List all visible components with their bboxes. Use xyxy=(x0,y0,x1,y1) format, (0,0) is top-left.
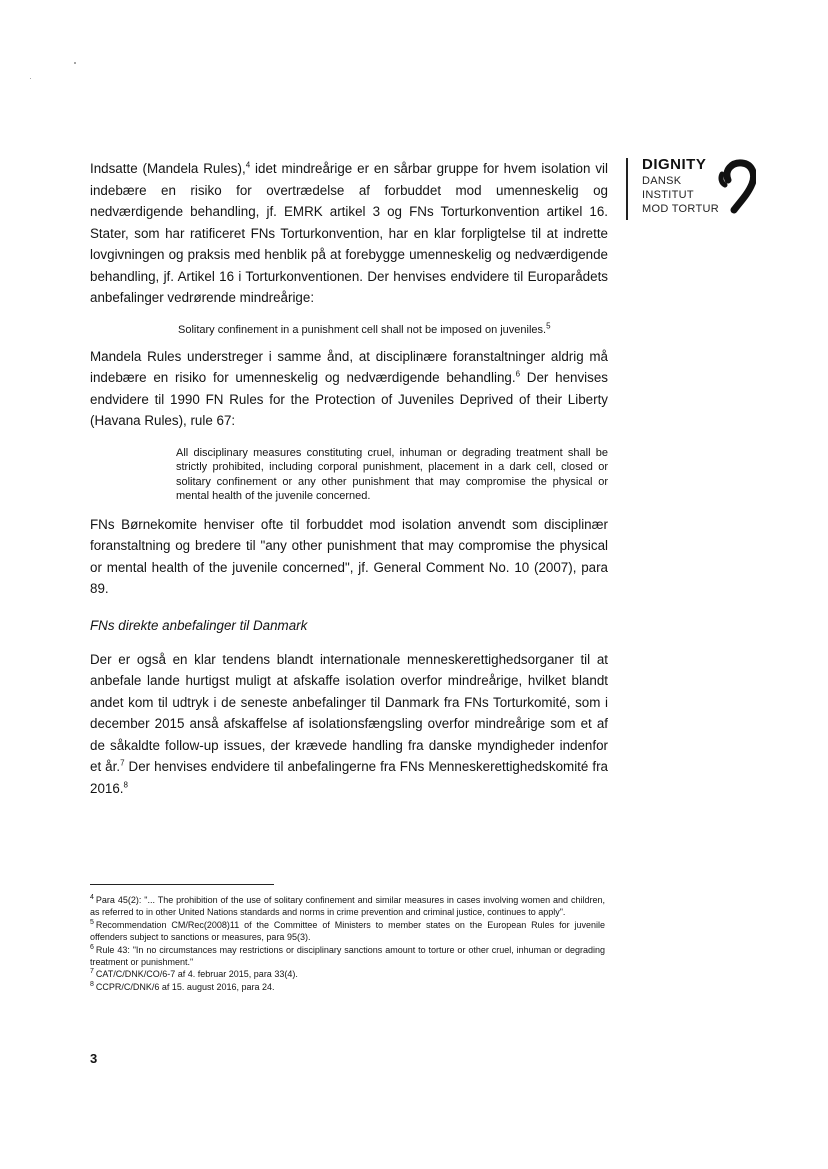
paragraph-1-text: Indsatte (Mandela Rules), xyxy=(90,161,246,176)
footnote-separator xyxy=(90,884,274,885)
paragraph-4-rest: Der henvises endvidere til anbefalingerne fra FNs Menneskerettighedskomité fra 2016. xyxy=(90,759,608,796)
logo-line-3: MOD TORTUR xyxy=(642,203,719,215)
footnote-text: Rule 43: "In no circumstances may restrictions or disciplinary sanctions amount to torture or other cruel, inhuman or degrading treatment or punishment." xyxy=(90,944,605,968)
paragraph-2-rest: Der henvises endvidere til 1990 FN Rules for the Protection of Juveniles Deprived of their Liberty (Havana Rules), rule 67: xyxy=(90,370,608,428)
footnote-number: 7 xyxy=(90,968,94,976)
paragraph-4-text: Der er også en klar tendens blandt internationale menneskerettighedsorganer til at anbefale lande hurtigst muligt at afskaffe isolation overfor mindreårige, hvilket blandt andet kom til udtryk i de seneste anbefalinger til Danmark fra FNs Torturkomité, som i december 2015 anså afskaffelse af isolationsfængsling overfor mindreårige som et af de såkaldte follow-up issues, der krævede handling fra danske myndigheder indenfor et år. xyxy=(90,651,608,774)
footnote-text: CAT/C/DNK/CO/6-7 af 4. februar 2015, para 33(4). xyxy=(95,969,298,980)
paragraph-4 xyxy=(90,649,608,800)
footnote-ref-7[interactable]: 7 xyxy=(120,758,125,768)
paragraph-3: FNs Børnekomite henviser ofte til forbuddet mod isolation anvendt som disciplinær foranstaltning og bredere til "any other punishment that may compromise the physical or mental health of the juvenile concerned", jf. General Comment No. 10 (2007), para 89. xyxy=(90,516,608,596)
paragraph-1-rest: idet mindreårige er en sårbar gruppe for hvem isolation vil indebære en risiko for overtrædelse af forbuddet mod umenneskelig og nedværdigende behandling, jf. EMRK artikel 3 og FNs Torturkonvention artikel 16. Stater, som har ratificeret FNs Torturkonvention, har en klar forpligtelse til at indrette lovgivningen og praksis med henblik på at forebygge umenneskelig og nedværdigende behandling, jf. Artikel 16 i Torturkonventionen. Der henvises endvidere til Europarådets anbefalinger vedrørende mindreårige: xyxy=(90,161,608,305)
dignity-logo xyxy=(626,156,746,220)
footnote-5 xyxy=(90,919,605,944)
quote-2: All disciplinary measures constituting cruel, inhuman or degrading treatment shall be strictly prohibited, including corporal punishment, placement in a dark cell, closed or solitary confinement or any other punishment that may compromise the physical or mental health of the juvenile concerned. xyxy=(176,446,608,502)
logo-line-1: DANSK xyxy=(642,175,682,187)
paragraph-1 xyxy=(90,158,608,309)
quote-1 xyxy=(178,320,608,338)
paragraph-2 xyxy=(90,346,608,432)
footnote-ref-8[interactable]: 8 xyxy=(123,780,128,790)
scan-speck xyxy=(30,78,31,79)
footnote-text: Recommendation CM/Rec(2008)11 of the Committee of Ministers to member states on the European Rules for juvenile offenders subject to sanctions or measures, para 95(3). xyxy=(90,919,605,943)
footnote-number: 6 xyxy=(90,943,94,951)
dignity-logo-mark-icon xyxy=(716,158,756,214)
scan-speck xyxy=(74,62,76,64)
footnote-ref-6[interactable]: 6 xyxy=(515,369,521,379)
quote-1-text: Solitary confinement in a punishment cell shall not be imposed on juveniles. xyxy=(178,323,547,336)
paragraph-2-text: Mandela Rules understreger i samme ånd, at disciplinære foranstaltninger aldrig må indebære en risiko for umenneskelig og nedværdigende behandling. xyxy=(90,348,608,385)
main-content xyxy=(90,158,608,799)
footnote-ref-4[interactable]: 4 xyxy=(245,160,251,170)
footnote-text: CCPR/C/DNK/6 af 15. august 2016, para 24. xyxy=(95,981,275,992)
footnote-4 xyxy=(90,894,605,919)
logo-brand: DIGNITY xyxy=(642,156,707,173)
footnotes xyxy=(90,894,605,993)
footnote-number: 8 xyxy=(90,980,94,988)
footnote-number: 4 xyxy=(90,894,94,901)
section-heading: FNs direkte anbefalinger til Danmark xyxy=(90,617,308,633)
footnote-6 xyxy=(90,944,605,969)
footnote-ref-5[interactable]: 5 xyxy=(546,320,551,330)
footnote-7 xyxy=(90,968,605,980)
logo-line-2: INSTITUT xyxy=(642,189,694,201)
footnote-8 xyxy=(90,981,605,993)
logo-divider xyxy=(626,158,628,220)
page-number: 3 xyxy=(90,1051,98,1066)
footnote-text: Para 45(2): "... The prohibition of the use of solitary confinement and similar measures in cases involving women and children, as referred to in other United Nations standards and norms in crime prevention and criminal justice, continues to apply". xyxy=(90,895,605,918)
footnote-number: 5 xyxy=(90,918,94,926)
